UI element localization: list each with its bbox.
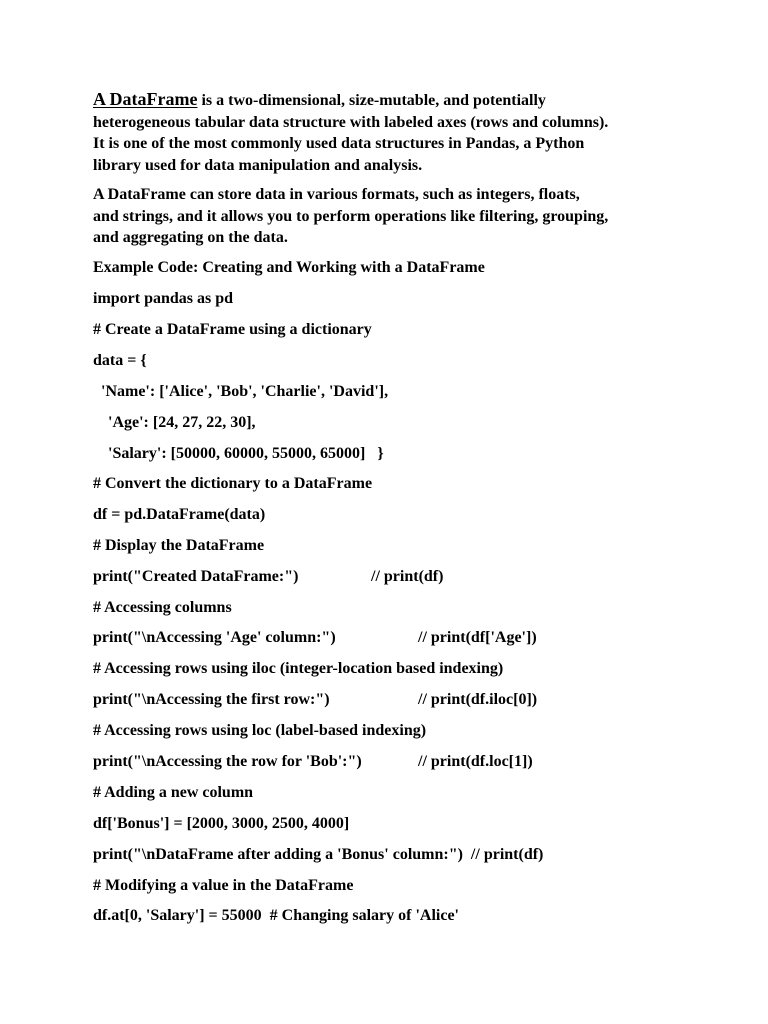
example-heading: Example Code: Creating and Working with a DataFrame bbox=[93, 259, 485, 276]
code-print-bob-row: print("\nAccessing the row for 'Bob':") bbox=[93, 753, 362, 770]
intro-line-1-rest: is a two-dimensional, size-mutable, and potentially bbox=[197, 92, 546, 109]
code-data-open: data = { bbox=[93, 352, 147, 369]
code-import: import pandas as pd bbox=[93, 290, 234, 307]
code-print-first-row: print("\nAccessing the first row:") bbox=[93, 691, 330, 708]
formats-paragraph bbox=[93, 184, 693, 249]
formats-line-1: A DataFrame can store data in various formats, such as integers, floats, bbox=[93, 186, 580, 203]
code-print-bob-row-comment: // print(df.loc[1]) bbox=[418, 753, 533, 770]
code-print-first-row-comment: // print(df.iloc[0]) bbox=[418, 691, 538, 708]
formats-line-2: and strings, and it allows you to perform operations like filtering, grouping, bbox=[93, 207, 609, 225]
intro-line-4: library used for data manipulation and analysis. bbox=[93, 156, 423, 174]
code-comment-modify: # Modifying a value in the DataFrame bbox=[93, 877, 354, 894]
code-salary-entry: 'Salary': [50000, 60000, 55000, 65000] } bbox=[108, 445, 384, 462]
intro-line-1 bbox=[93, 89, 693, 112]
intro-line-2: heterogeneous tabular data structure with labeled axes (rows and columns). bbox=[93, 113, 609, 131]
code-comment-create: # Create a DataFrame using a dictionary bbox=[93, 321, 372, 338]
code-comment-display: # Display the DataFrame bbox=[93, 537, 265, 554]
formats-line-3: and aggregating on the data. bbox=[93, 229, 288, 246]
code-age-entry: 'Age': [24, 27, 22, 30], bbox=[108, 414, 256, 431]
code-print-created: print("Created DataFrame:") bbox=[93, 568, 299, 585]
dataframe-term: A DataFrame bbox=[93, 89, 198, 109]
code-comment-loc: # Accessing rows using loc (label-based indexing) bbox=[93, 722, 427, 739]
intro-line-3: It is one of the most commonly used data structures in Pandas, a Python bbox=[93, 135, 585, 152]
code-at-salary: df.at[0, 'Salary'] = 55000 # Changing salary of 'Alice' bbox=[93, 907, 459, 924]
intro-paragraph bbox=[93, 89, 693, 176]
code-print-age-comment: // print(df['Age']) bbox=[418, 629, 537, 646]
code-name-entry: 'Name': ['Alice', 'Bob', 'Charlie', 'David'], bbox=[101, 383, 389, 400]
code-df-create: df = pd.DataFrame(data) bbox=[93, 506, 266, 523]
code-print-bonus: print("\nDataFrame after adding a 'Bonus' column:") // print(df) bbox=[93, 846, 544, 863]
code-comment-convert: # Convert the dictionary to a DataFrame bbox=[93, 475, 373, 492]
code-comment-access-columns: # Accessing columns bbox=[93, 599, 232, 616]
code-comment-iloc: # Accessing rows using iloc (integer-location based indexing) bbox=[93, 660, 504, 677]
code-bonus-column: df['Bonus'] = [2000, 3000, 2500, 4000] bbox=[93, 815, 350, 832]
code-print-created-comment: // print(df) bbox=[371, 568, 444, 585]
code-comment-add-column: # Adding a new column bbox=[93, 784, 254, 801]
code-print-age: print("\nAccessing 'Age' column:") bbox=[93, 629, 336, 646]
